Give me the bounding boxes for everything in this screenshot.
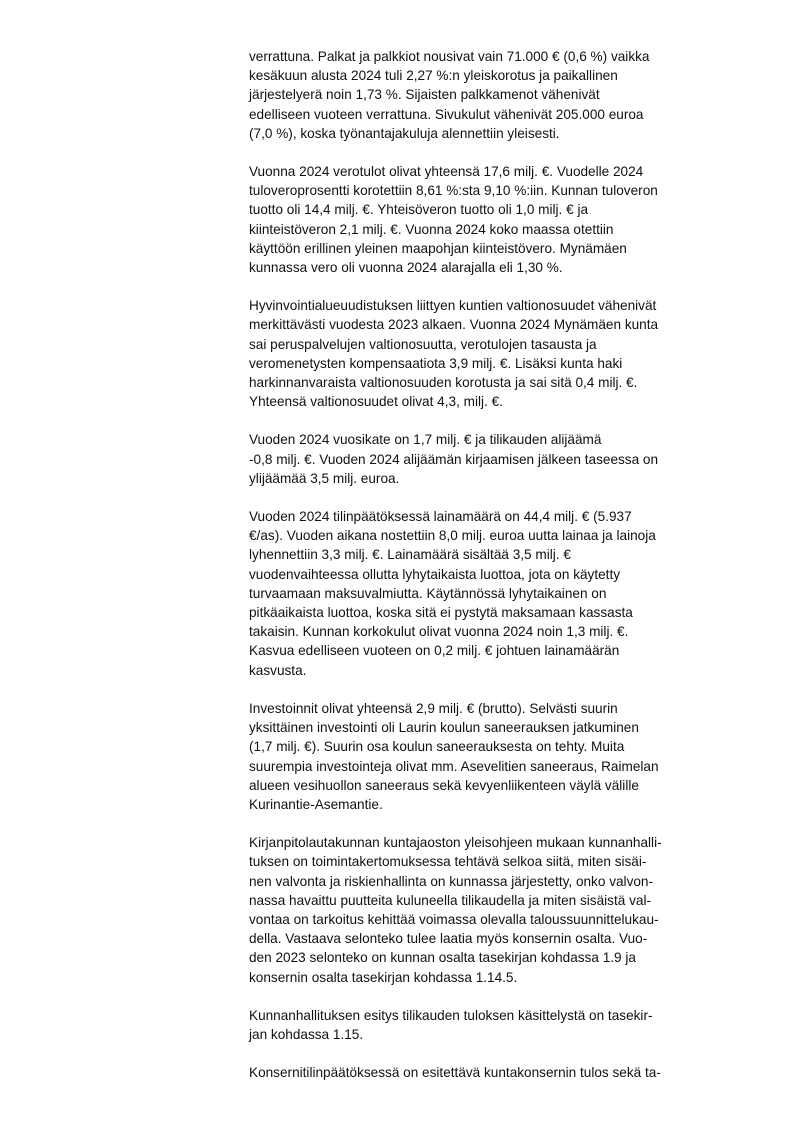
text-line: Investoinnit olivat yhteensä 2,9 milj. € (brutto). Selvästi suurin — [249, 700, 618, 716]
text-line: kunnassa vero oli vuonna 2024 alarajalla eli 1,30 %. — [249, 260, 563, 276]
text-line: jan kohdassa 1.15. — [249, 1026, 364, 1042]
text-line: (7,0 %), koska työnantajakuluja alennettiin yleisesti. — [249, 125, 560, 141]
text-line: lyhennettiin 3,3 milj. €. Lainamäärä sisältää 3,5 milj. € — [249, 547, 571, 563]
text-line: ylijäämää 3,5 milj. euroa. — [249, 470, 400, 486]
text-line: sai peruspalvelujen valtionosuutta, verotulojen tasausta ja — [249, 336, 597, 352]
paragraph — [249, 162, 737, 277]
text-line: nassa havaittu puutteita kuluneella tilikaudella ja miten sisäistä val- — [249, 892, 651, 908]
text-line: Vuonna 2024 verotulot olivat yhteensä 17,6 milj. €. Vuodelle 2024 — [249, 164, 644, 180]
text-line: kasvusta. — [249, 662, 307, 678]
text-line: kesäkuun alusta 2024 tuli 2,27 %:n yleiskorotus ja paikallinen — [249, 68, 618, 84]
body-text-column — [249, 47, 737, 1101]
text-line: €/as). Vuoden aikana nostettiin 8,0 milj. euroa uutta lainaa ja lainoja — [249, 528, 656, 544]
text-line: -0,8 milj. €. Vuoden 2024 alijäämän kirjaamisen jälkeen taseessa on — [249, 451, 659, 467]
text-line: Kirjanpitolautakunnan kuntajaoston yleisohjeen mukaan kunnanhalli- — [249, 835, 662, 851]
paragraph — [249, 47, 737, 143]
paragraph — [249, 833, 737, 987]
paragraph — [249, 699, 737, 814]
text-line: käyttöön erillinen yleinen maapohjan kiinteistövero. Mynämäen — [249, 240, 627, 256]
text-line: vontaa on tarkoitus kehittää voimassa olevalla taloussuunnittelukau- — [249, 911, 659, 927]
text-line: verrattuna. Palkat ja palkkiot nousivat vain 71.000 € (0,6 %) vaikka — [249, 49, 650, 64]
text-line: Kunnanhallituksen esitys tilikauden tuloksen käsittelystä on tasekir- — [249, 1007, 653, 1023]
text-line: tuloveroprosentti korotettiin 8,61 %:sta 9,10 %:iin. Kunnan tuloveron — [249, 183, 658, 199]
text-line: nen valvonta ja riskienhallinta on kunnassa järjestetty, onko valvon- — [249, 873, 654, 889]
paragraph — [249, 296, 737, 411]
text-line: Konsernitilinpäätöksessä on esitettävä kuntakonsernin tulos sekä ta- — [249, 1065, 661, 1081]
paragraph — [249, 507, 737, 680]
text-line: merkittävästi vuodesta 2023 alkaen. Vuonna 2024 Mynämäen kunta — [249, 317, 659, 333]
text-line: tuotto oli 14,4 milj. €. Yhteisöveron tuotto oli 1,0 milj. € ja — [249, 202, 589, 218]
paragraph — [249, 1006, 737, 1044]
paragraph — [249, 430, 737, 488]
text-line: Kasvua edelliseen vuoteen on 0,2 milj. € johtuen lainamäärän — [249, 643, 620, 659]
paragraph — [249, 1063, 737, 1082]
text-line: Kurinantie-Asemantie. — [249, 796, 383, 812]
text-line: harkinnanvaraista valtionosuuden korotusta ja sai sitä 0,4 milj. €. — [249, 375, 638, 391]
text-line: järjestelyerä noin 1,73 %. Sijaisten palkkamenot vähenivät — [249, 87, 600, 103]
text-line: den 2023 selonteko on kunnan osalta tasekirjan kohdassa 1.9 ja — [249, 950, 636, 966]
text-line: Vuoden 2024 vuosikate on 1,7 milj. € ja tilikauden alijäämä — [249, 432, 602, 448]
text-line: konsernin osalta tasekirjan kohdassa 1.14.5. — [249, 969, 518, 985]
text-line: yksittäinen investointi oli Laurin koulun saneerauksen jatkuminen — [249, 720, 639, 736]
text-line: alueen vesihuollon saneeraus sekä kevyenliikenteen väylä välille — [249, 777, 639, 793]
text-line: kiinteistöveron 2,1 milj. €. Vuonna 2024 koko maassa otettiin — [249, 221, 614, 237]
text-line: Yhteensä valtionosuudet olivat 4,3, milj. €. — [249, 394, 503, 410]
text-line: vuodenvaihteessa ollutta lyhytaikaista luottoa, jota on käytetty — [249, 566, 621, 582]
text-line: suurempia investointeja olivat mm. Asevelitien saneeraus, Raimelan — [249, 758, 659, 774]
text-line: pitkäaikaista luottoa, koska sitä ei pystytä maksamaan kassasta — [249, 605, 633, 621]
text-line: takaisin. Kunnan korkokulut olivat vuonna 2024 noin 1,3 milj. €. — [249, 624, 629, 640]
text-line: edelliseen vuoteen verrattuna. Sivukulut vähenivät 205.000 euroa — [249, 106, 644, 122]
text-line: Vuoden 2024 tilinpäätöksessä lainamäärä on 44,4 milj. € (5.937 — [249, 509, 632, 525]
text-line: (1,7 milj. €). Suurin osa koulun saneerauksesta on tehty. Muita — [249, 739, 625, 755]
text-line: veromenetysten kompensaatiota 3,9 milj. €. Lisäksi kunta haki — [249, 355, 623, 371]
text-line: della. Vastaava selonteko tulee laatia myös konsernin osalta. Vuo- — [249, 931, 648, 947]
text-line: turvaamaan maksuvalmiutta. Käytännössä lyhytaikainen on — [249, 585, 607, 601]
text-line: Hyvinvointialueuudistuksen liittyen kuntien valtionosuudet vähenivät — [249, 298, 657, 314]
text-line: tuksen on toimintakertomuksessa tehtävä selkoa siitä, miten sisäi- — [249, 854, 647, 870]
